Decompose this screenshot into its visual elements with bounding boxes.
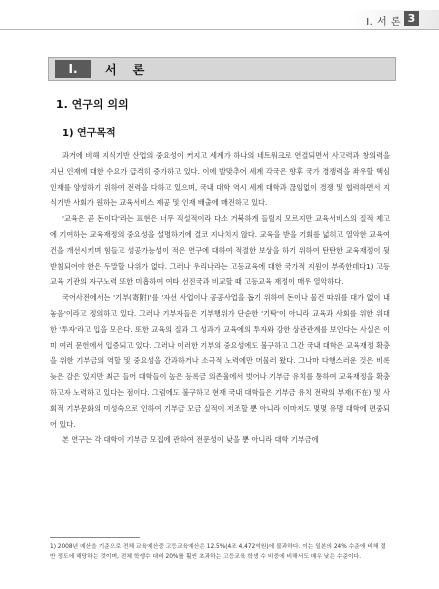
footnote: 1) 2008년 예산을 기준으로 전체 교육예산중 고등교육예산은 12.5%(4조 4,472억원)에 불과하다. 이는 일본의 24% 수준에 비해 절반 정도에 해당하는 것이며, 전체 학생수 대비 20%를 훨씬 초과하는 고등교육 학생 수 비중에 비해서도 매우 낮은 수준이다. bbox=[50, 544, 386, 560]
header-rule bbox=[0, 29, 439, 30]
running-header-text: Ⅰ. 서 론 bbox=[366, 17, 401, 28]
section-heading: 1. 연구의 의의 bbox=[56, 98, 129, 111]
subsection-heading: 1) 연구목적 bbox=[62, 128, 116, 139]
body-text bbox=[50, 148, 390, 448]
chapter-title: 서 론 bbox=[105, 63, 151, 77]
page-number: 3 bbox=[404, 11, 419, 26]
paragraph-3: 국어사전에서는 '기부(寄附)'를 '자선 사업이나 공공사업을 돕기 위하여 돈이나 물건 따위를 대가 없이 내놓음'이라고 정의하고 있다. 그러나 기부자들은 기부행위가 단순한 '기탁'이 아니라 교육과 사회를 위한 위대한 '투자'라고 입을 모은다. 또한 교육의 질과 그 성과가 교육에의 투자와 강한 상관관계를 보인다는 사실은 이미 여러 문헌에서 입증되고 있다. 그러나 이러한 기부의 중요성에도 불구하고 그간 국내 대학은 교육재정 확충을 위한 기부금의 역할 및 중요성을 간과하거나 소극적 노력에만 머물러 왔다. 그나마 다행스러운 것은 비록 늦은 감은 있지만 최근 들어 대학들이 높은 등록금 의존율에서 벗어나 기부금 유치를 통하여 교육재정을 확충하고자 노력하고 있다는 점이다. 그럼에도 불구하고 현재 국내 대학들은 기부금 유치 전략의 부재(不在) 및 사회적 기부문화의 미성숙으로 인하여 기부금 모금 실적이 저조할 뿐 아니라 이마저도 몇몇 유명 대학에 편중되어 있다. bbox=[50, 293, 390, 429]
footnote-rule bbox=[50, 537, 140, 538]
running-header bbox=[0, 0, 439, 30]
paragraph-1: 과거에 비해 지식기반 산업의 중요성이 커지고 세계가 하나의 네트워크로 연결되면서 사고력과 창의력을 지닌 인재에 대한 수요가 급격히 증가하고 있다. 이에 발맞추어 세계 각국은 향후 국가 경쟁력을 좌우할 핵심인재를 양성하기 위하여 전력을 다하고 있으며, 국내 대학 역시 세계 대학과 끊임없이 경쟁 및 협력하면서 지식기반 사회가 원하는 교육서비스 제공 및 인재 배출에 매진하고 있다. bbox=[50, 151, 390, 208]
paragraph-2: '교육은 곧 돈이다'라는 표현은 너무 직설적이라 다소 거북하게 들릴지 모르지만 교육서비스의 질적 제고에 기여하는 교육재정의 중요성을 설명하기에 결코 지나치지 않다. 교육을 받을 기회를 넓히고 열악한 교육여건을 개선시키며 힘들고 성공가능성이 적은 연구에 대하여 적절한 보상을 하기 위하여 탄탄한 교육재정이 뒷받침되어야 한은 두말할 나위가 없다. 그러나 우리나라는 고등교육에 대한 국가적 지원이 부족한데다1) 고등교육 기관의 자구노력 또한 미흡하여 여타 선진국과 비교할 때 고등교육 재정이 매우 열악하다. bbox=[50, 214, 390, 287]
chapter-title-bar bbox=[48, 57, 396, 81]
paragraph-4: 본 연구는 각 대학이 기부금 모집에 관하여 전문성이 낮을 뿐 아니라 대학 기부금에 bbox=[62, 435, 319, 445]
chapter-number: Ⅰ. bbox=[55, 60, 91, 78]
